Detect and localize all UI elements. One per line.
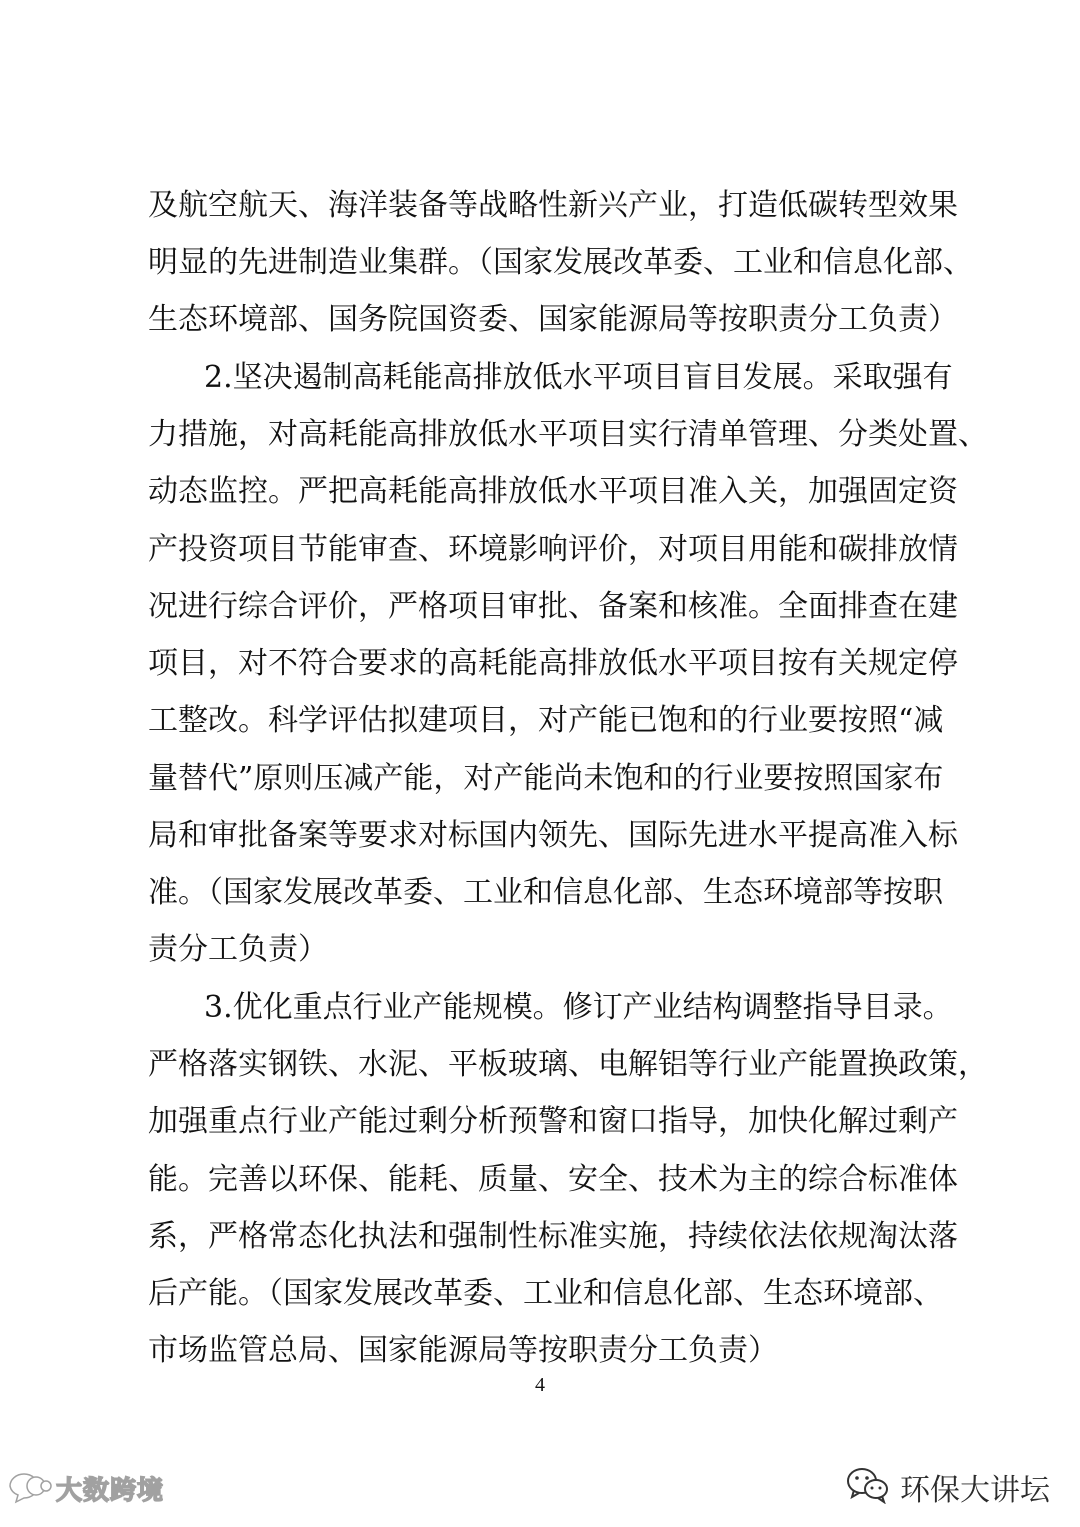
- page-number: 4: [535, 1374, 545, 1396]
- text-line: 后产能。（国家发展改革委、工业和信息化部、生态环境部、: [148, 1276, 943, 1311]
- text-line: 产投资项目节能审查、环境影响评价，对项目用能和碳排放情: [148, 532, 958, 567]
- text-line: 严格落实钢铁、水泥、平板玻璃、电解铝等行业产能置换政策，: [148, 1047, 988, 1082]
- text-line: 生态环境部、国务院国资委、国家能源局等按职责分工负责）: [148, 302, 958, 337]
- text-line: 责分工负责）: [148, 932, 328, 967]
- text-line: 项目，对不符合要求的高耗能高排放低水平项目按有关规定停: [148, 646, 958, 681]
- text-line: 及航空航天、海洋装备等战略性新兴产业，打造低碳转型效果: [148, 188, 958, 223]
- text-line: 明显的先进制造业集群。（国家发展改革委、工业和信息化部、: [148, 245, 973, 280]
- chat-bubble-icon: [6, 1468, 52, 1508]
- watermark-left-text: 大数跨境: [56, 1475, 165, 1506]
- text-line: 2.坚决遏制高耗能高排放低水平项目盲目发展。采取强有: [204, 360, 953, 395]
- watermark-left: [6, 1468, 164, 1508]
- text-line: 动态监控。严把高耗能高排放低水平项目准入关，加强固定资: [148, 474, 958, 509]
- text-line: 3.优化重点行业产能规模。修订产业结构调整指导目录。: [204, 990, 953, 1025]
- text-line: 能。完善以环保、能耗、质量、安全、技术为主的综合标准体: [148, 1162, 958, 1197]
- text-line: 市场监管总局、国家能源局等按职责分工负责）: [148, 1333, 778, 1368]
- text-line: 力措施，对高耗能高排放低水平项目实行清单管理、分类处置、: [148, 417, 988, 452]
- text-line: 局和审批备案等要求对标国内领先、国际先进水平提高准入标: [148, 818, 958, 853]
- text-line: 加强重点行业产能过剩分析预警和窗口指导，加快化解过剩产: [148, 1104, 958, 1139]
- wechat-icon: [846, 1466, 890, 1508]
- text-line: 工整改。科学评估拟建项目，对产能已饱和的行业要按照“减: [148, 703, 944, 738]
- text-line: 况进行综合评价，严格项目审批、备案和核准。全面排查在建: [148, 589, 958, 624]
- text-line: 系，严格常态化执法和强制性标准实施，持续依法依规淘汰落: [148, 1219, 958, 1254]
- text-line: 准。（国家发展改革委、工业和信息化部、生态环境部等按职: [148, 875, 943, 910]
- watermark-right-text: 环保大讲坛: [900, 1473, 1050, 1508]
- watermark-right: [846, 1462, 1050, 1512]
- text-line: 量替代”原则压减产能，对产能尚未饱和的行业要按照国家布: [148, 761, 944, 796]
